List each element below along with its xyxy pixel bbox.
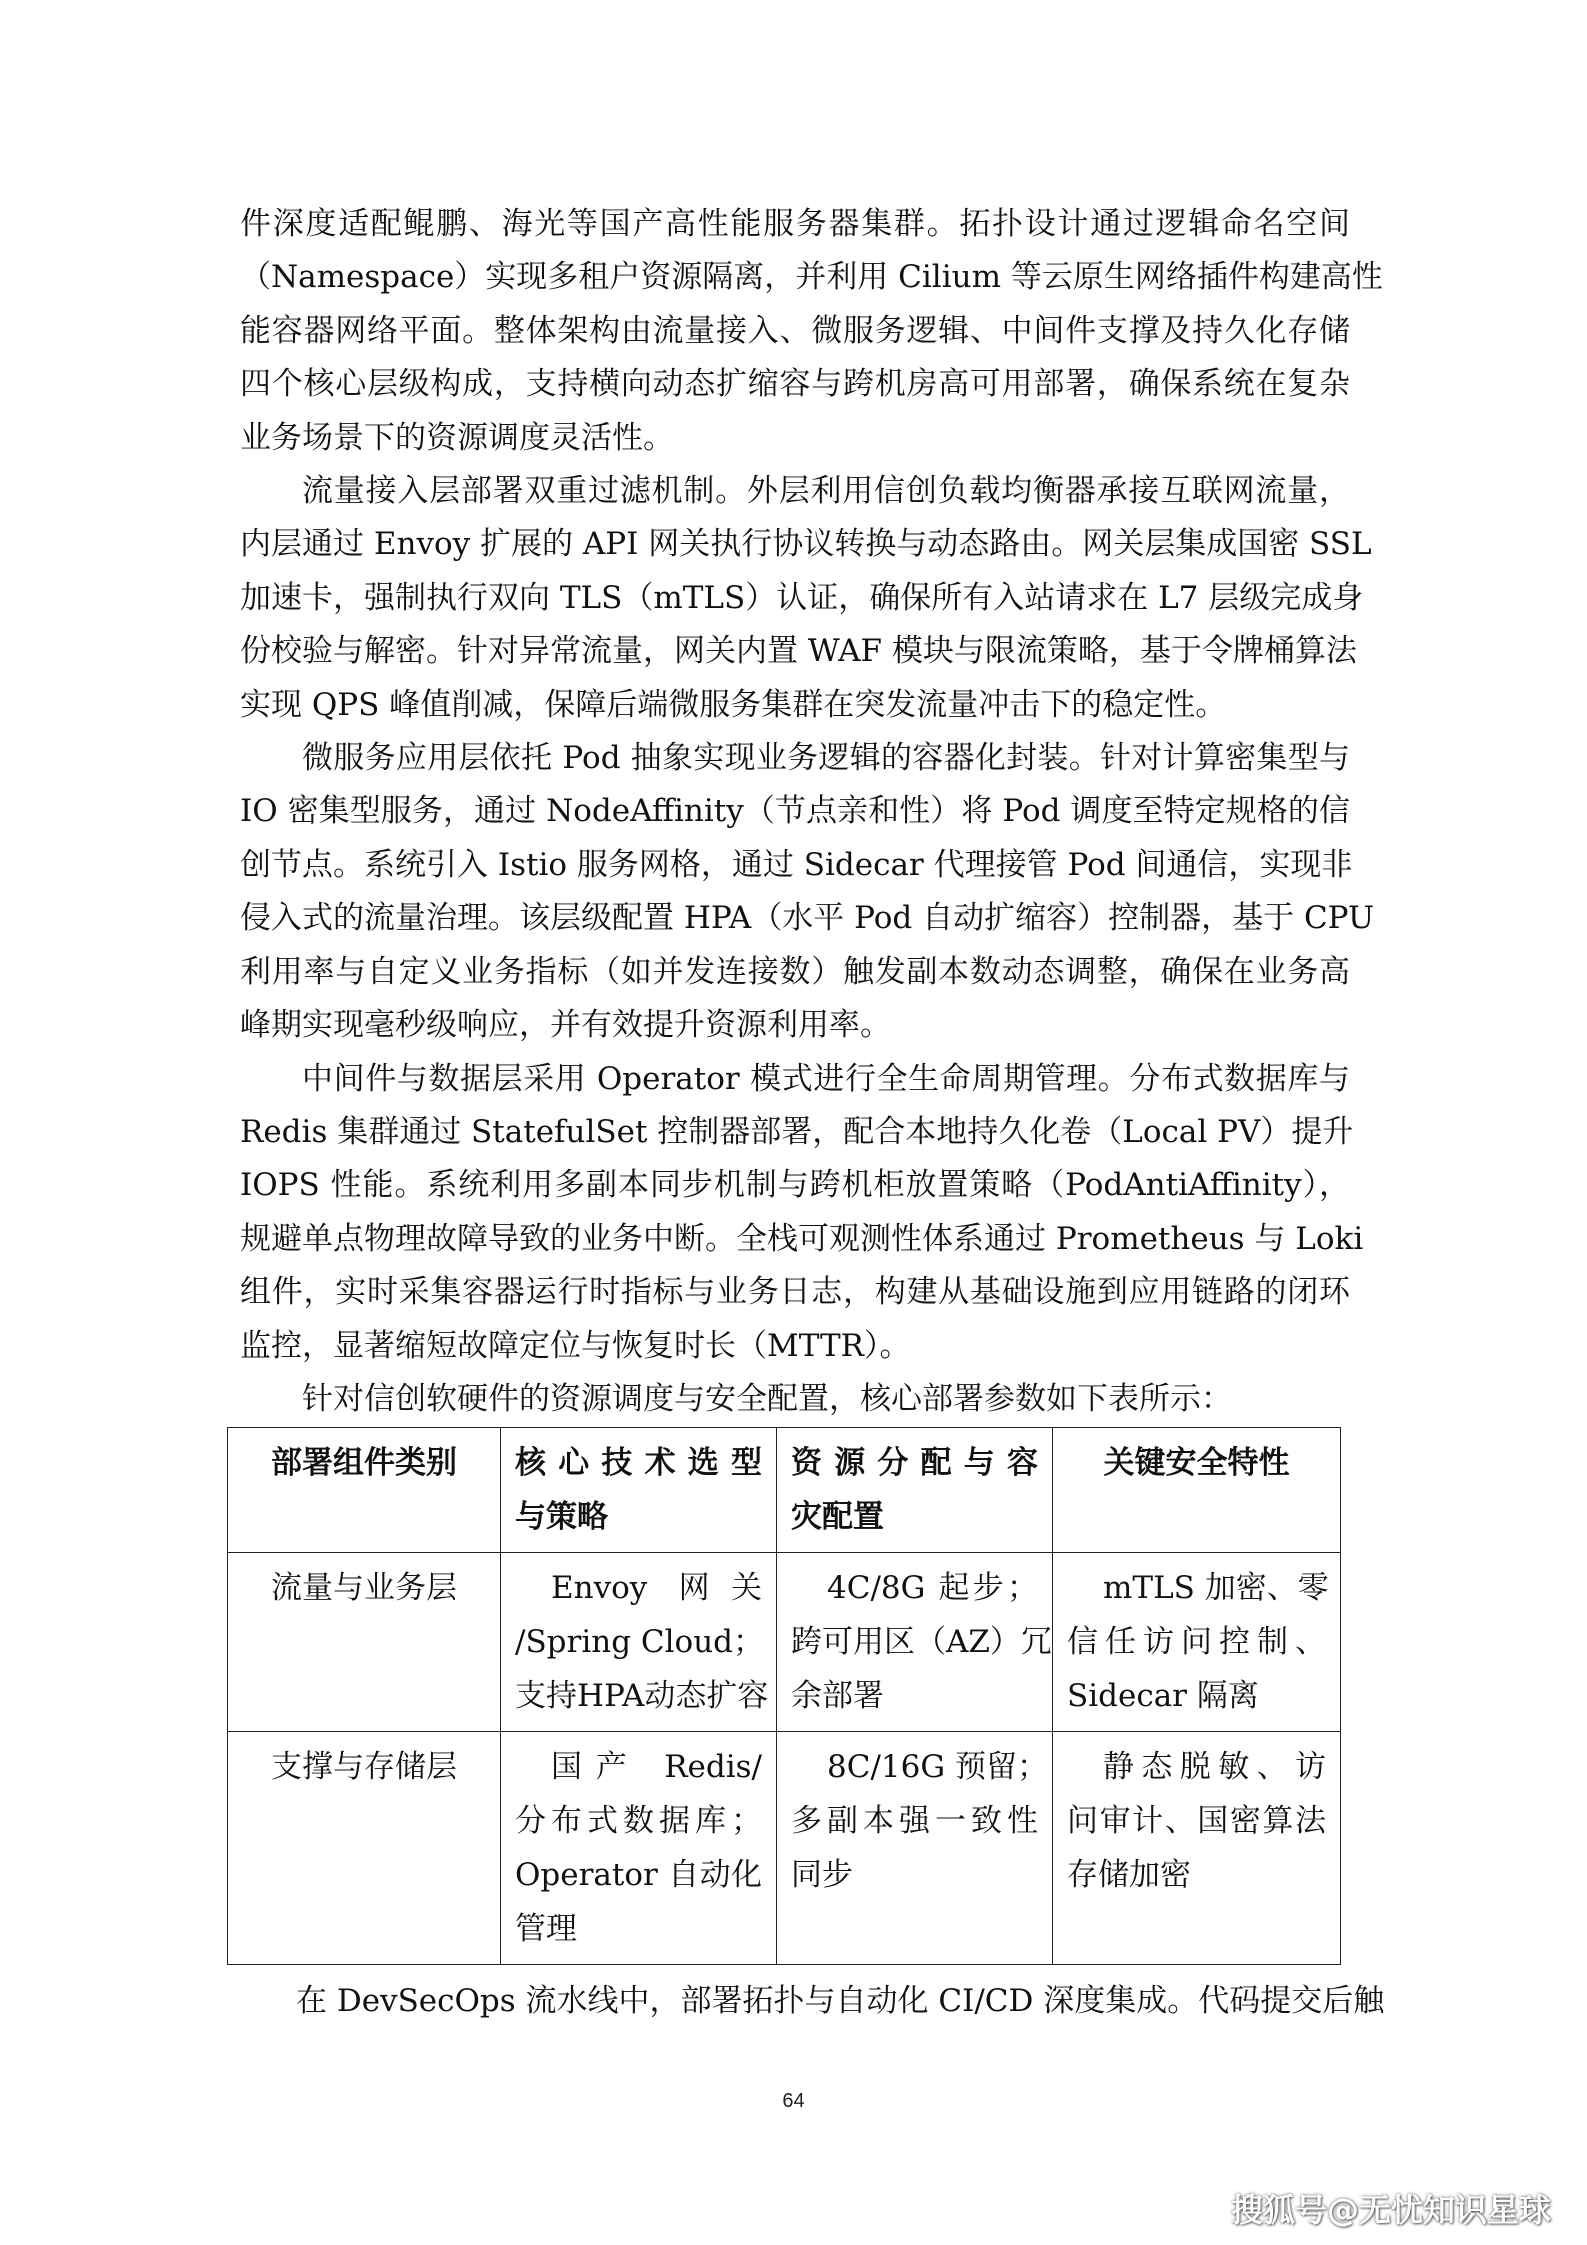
table-header-row [228,1428,1341,1553]
continuation-paragraph: 在 DevSecOps 流水线中，部署拓扑与自动化 CI/CD 深度集成。代码提交后触 [296,1983,1385,2019]
cell-line: 问审计、国密算法 [1067,1803,1326,1839]
cell-line: Sidecar 隔离 [1067,1678,1259,1714]
cell-line: mTLS 加密、零 [1103,1570,1329,1606]
table-cell [777,1553,1053,1732]
cell-line: 关键安全特性 [1103,1445,1290,1481]
table-cell [777,1732,1053,1965]
text-line: 中间件与数据层采用 Operator 模式进行全生命周期管理。分布式数据库与 [302,1060,1350,1097]
text-line: Redis 集群通过 StatefulSet 控制器部署，配合本地持久化卷（Local PV）提升 [240,1113,1354,1150]
cell-line: 部署组件类别 [271,1445,457,1481]
text-line: 针对信创软硬件的资源调度与安全配置，核心部署参数如下表所示： [302,1380,1232,1417]
cell-line: Envoy 网关 [551,1570,762,1606]
text-line: 内层通过 Envoy 扩展的 API 网关执行协议转换与动态路由。网关层集成国密 SSL [240,526,1372,563]
table-header-cell [777,1428,1053,1553]
cell-line: Operator 自动化 [515,1857,762,1893]
paragraph [240,732,1375,1052]
text-line: IO 密集型服务，通过 NodeAffinity（节点亲和性）将 Pod 调度至特定规格的信 [240,793,1350,830]
table-header-cell [501,1428,777,1553]
text-line: 流量接入层部署双重过滤机制。外层利用信创负载均衡器承接互联网流量， [302,473,1350,510]
cell-line: 分布式数据库； [515,1803,762,1839]
cell-line: /Spring Cloud； [515,1624,765,1660]
cell-line: 4C/8G 起步； [827,1570,1038,1606]
text-line: 份校验与解密。针对异常流量，网关内置 WAF 模块与限流策略，基于令牌桶算法 [240,633,1357,670]
text-line: 监控，显著缩短故障定位与恢复时长（MTTR）。 [240,1327,911,1364]
cell-line: 支撑与存储层 [271,1749,457,1785]
cell-line: 与策略 [515,1499,608,1535]
table-header-cell [1053,1428,1341,1553]
table-cell [228,1553,501,1732]
cell-line: 静态脱敏、访 [1103,1749,1326,1785]
cell-line: 灾配置 [791,1499,884,1535]
cell-line: 同步 [791,1857,853,1893]
cell-line: 国产 Redis/ [551,1749,762,1785]
text-line: 四个核心层级构成，支持横向动态扩缩容与跨机房高可用部署，确保系统在复杂 [240,366,1350,403]
cell-line: 存储加密 [1067,1857,1191,1893]
table-cell [228,1732,501,1965]
table-header-cell [228,1428,501,1553]
text-line: 能容器网络平面。整体架构由流量接入、微服务逻辑、中间件支撑及持久化存储 [240,312,1350,349]
cell-line: 资源分配与容 [791,1445,1038,1481]
text-line: 峰期实现毫秒级响应，并有效提升资源利用率。 [240,1007,891,1044]
table-cell [1053,1732,1341,1965]
cell-line: 跨可用区（AZ）冗 [791,1624,1052,1660]
cell-line: 支持HPA动态扩容 [515,1678,769,1714]
page-number: 64 [782,2090,805,2112]
table-cell [1053,1553,1341,1732]
cell-line: 8C/16G 预留； [827,1749,1048,1785]
paragraph [240,198,1383,465]
watermark: 搜狐号@无忧知识星球 [1230,2191,1551,2229]
text-line: IOPS 性能。系统利用多副本同步机制与跨机柜放置策略（PodAntiAffinity）， [240,1167,1350,1204]
paragraph [240,465,1372,732]
table-cell [501,1732,777,1965]
cell-line: 核心技术选型 [515,1445,762,1481]
text-line: 实现 QPS 峰值削减，保障后端微服务集群在突发流量冲击下的稳定性。 [240,686,1227,723]
text-line: 利用率与自定义业务指标（如并发连接数）触发副本数动态调整，确保在业务高 [240,953,1350,990]
text-line: 侵入式的流量治理。该层级配置 HPA（水平 Pod 自动扩缩容）控制器，基于 CPU [240,900,1375,937]
text-line: 创节点。系统引入 Istio 服务网格，通过 Sidecar 代理接管 Pod 间通信，实现非 [240,846,1353,883]
table-cell [501,1553,777,1732]
text-line: 业务场景下的资源调度灵活性。 [240,419,674,456]
paragraph [240,1053,1364,1373]
text-line: 件深度适配鲲鹏、海光等国产高性能服务器集群。拓扑设计通过逻辑命名空间 [240,206,1350,242]
deployment-parameters-table [227,1427,1341,1965]
cell-line: 流量与业务层 [271,1570,457,1606]
cell-line: 信任访问控制、 [1067,1624,1326,1660]
paragraph [240,1373,1350,1426]
table-row [228,1732,1341,1965]
text-line: 组件，实时采集容器运行时指标与业务日志，构建从基础设施到应用链路的闭环 [240,1274,1350,1311]
table-row [228,1553,1341,1732]
cell-line: 多副本强一致性 [791,1803,1038,1839]
text-line: 微服务应用层依托 Pod 抽象实现业务逻辑的容器化封装。针对计算密集型与 [302,740,1350,777]
text-line: 加速卡，强制执行双向 TLS（mTLS）认证，确保所有入站请求在 L7 层级完成身 [240,579,1364,616]
body-text [240,198,1383,1426]
cell-line: 管理 [515,1911,577,1947]
cell-line: 余部署 [791,1678,884,1714]
text-line: 规避单点物理故障导致的业务中断。全栈可观测性体系通过 Prometheus 与 Loki [240,1220,1364,1257]
text-line: （Namespace）实现多租户资源隔离，并利用 Cilium 等云原生网络插件构建高性 [240,259,1383,296]
